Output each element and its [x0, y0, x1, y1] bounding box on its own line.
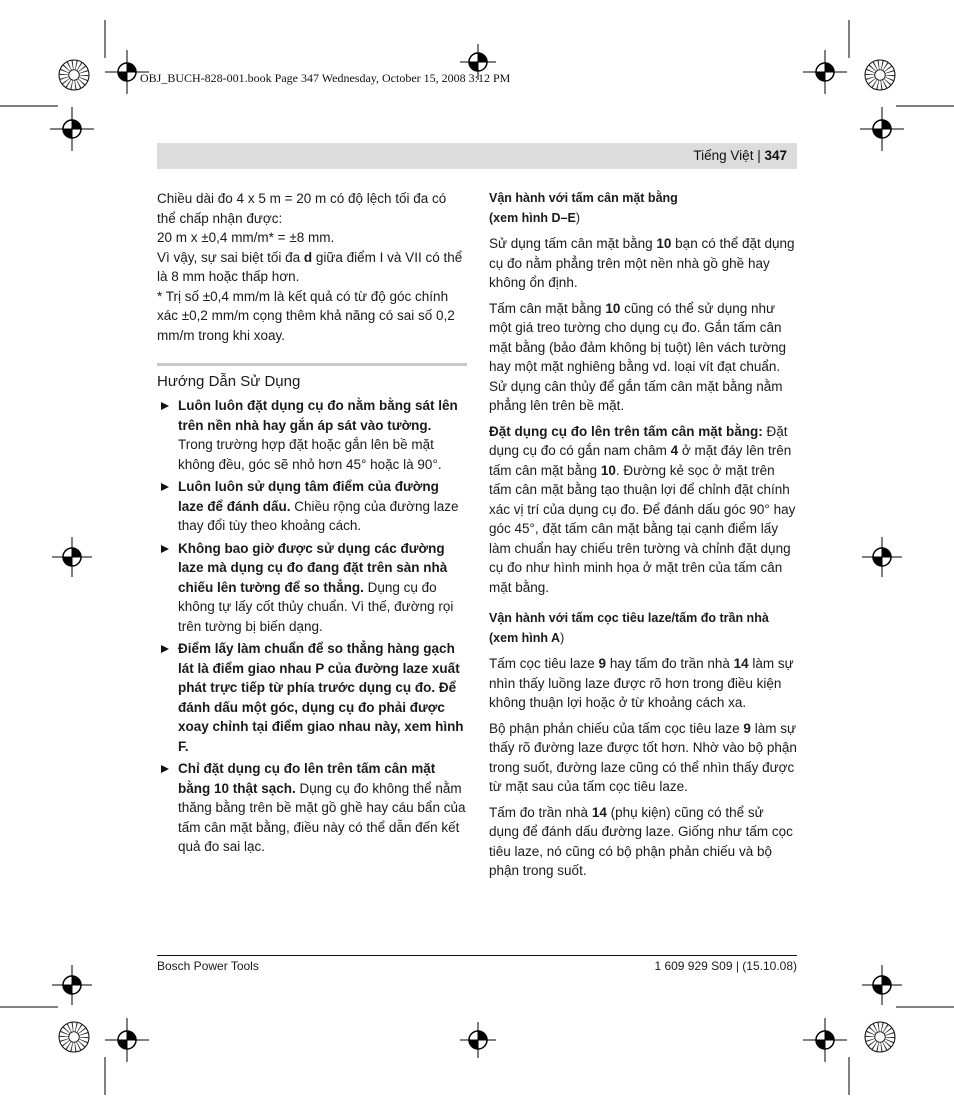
bullet-item: Luôn luôn đặt dụng cụ đo nằm bằng sát lên trên nền nhà hay gắn áp sát vào tường. Trong trường hợp đặt hoặc gắn lên bề mặt không đều, góc sẽ nhỏ hơn 45° hoặc là 90°.: [157, 396, 467, 474]
registration-quadrant: [72, 120, 81, 129]
triangle-bullet-icon: [161, 765, 169, 773]
registration-quadrant: [816, 72, 825, 81]
registration-quadrant: [478, 53, 487, 62]
triangle-bullet-icon: [161, 645, 169, 653]
registration-quadrant: [127, 1031, 136, 1040]
paragraph: Tấm cọc tiêu laze 9 hay tấm đo trần nhà 14 làm sự nhìn thấy luồng laze được rõ hơn trong điều kiện không thuận lợi hoặc ở từ khoảng cách xa.: [489, 656, 794, 710]
print-slug: OBJ_BUCH-828-001.book Page 347 Wednesday, October 15, 2008 3:12 PM: [140, 71, 511, 85]
registration-quadrant: [825, 63, 834, 72]
page-header: [157, 143, 797, 169]
registration-quadrant: [72, 976, 81, 985]
footer-doc-number: 1 609 929 S09 | (15.10.08): [654, 959, 797, 973]
star-target-center: [69, 1032, 80, 1043]
registration-quadrant: [882, 120, 891, 129]
header-language: Tiếng Việt: [693, 148, 754, 163]
header-separator: |: [753, 148, 765, 163]
right-column: [489, 189, 797, 881]
paragraph: Tấm đo trần nhà 14 (phụ kiện) cũng có thể sử dụng để đánh dấu đường laze. Giống như tấm cọc tiêu laze, nó cũng có bộ phận phản chiếu và bộ phận trong suốt.: [489, 804, 793, 878]
registration-quadrant: [469, 1040, 478, 1049]
intro-line-3: Vì vậy, sự sai biệt tối đa d giữa điểm I và VII có thể là 8 mm hoặc thấp hơn.: [157, 249, 463, 284]
paragraph: Sử dụng tấm cân mặt bằng 10 bạn có thể đặt dụng cụ đo nằm phẳng trên một nền nhà gồ ghề hay không ổn định.: [489, 236, 795, 290]
footer-rule: [157, 955, 797, 956]
registration-quadrant: [63, 985, 72, 994]
left-column: [157, 189, 467, 857]
registration-quadrant: [873, 129, 882, 138]
subsection-heading: Vận hành với tấm cân mặt bằng (xem hình D–E): [489, 191, 678, 225]
intro-line-1: Chiều dài đo 4 x 5 m = 20 m có độ lệch tối đa có thể chấp nhận được:: [157, 191, 447, 226]
triangle-bullet-icon: [161, 483, 169, 491]
intro-line-2: 20 m x ±0,4 mm/m* = ±8 mm.: [157, 230, 335, 245]
section-divider: [157, 363, 467, 366]
paragraph: Tấm cân mặt bằng 10 cũng có thể sử dụng như một giá treo tường cho dụng cụ đo. Gắn tấm cân mặt bằng (bảo đảm không bị tuột) lên vách tường hay một mặt nghiêng bằng vd. loại vít đạt chuẩn. Sử dụng cân thủy để gắn tấm cân mặt bằng nằm phẳng lên trên bề mặt.: [489, 300, 787, 413]
registration-quadrant: [72, 548, 81, 557]
registration-quadrant: [825, 1031, 834, 1040]
footer-publisher: Bosch Power Tools: [157, 959, 259, 973]
registration-quadrant: [882, 976, 891, 985]
registration-quadrant: [118, 72, 127, 81]
registration-quadrant: [873, 985, 882, 994]
subsection-heading: Vận hành với tấm cọc tiêu laze/tấm đo trần nhà (xem hình A): [489, 611, 769, 645]
registration-quadrant: [63, 129, 72, 138]
star-target-center: [875, 1032, 886, 1043]
registration-quadrant: [882, 548, 891, 557]
registration-quadrant: [478, 1031, 487, 1040]
footnote: * Trị số ±0,4 mm/m là kết quả có từ độ góc chính xác ±0,2 mm/m cọng thêm khả năng có sai số 0,2 mm/m trong khi xoay.: [157, 288, 455, 343]
registration-quadrant: [63, 557, 72, 566]
registration-quadrant: [469, 62, 478, 71]
star-target-center: [69, 70, 80, 81]
section-title: Hướng Dẫn Sử Dụng: [157, 373, 301, 390]
registration-quadrant: [118, 1040, 127, 1049]
paragraph: Đặt dụng cụ đo lên trên tấm cân mặt bằng: Đặt dụng cụ đo có gắn nam châm 4 ở mặt đáy lên trên tấm cân mặt bằng 10. Đường kẻ sọc ở mặt trên tấm cân mặt bằng tạo thuận lợi để chỉnh đặt chính xác vị trí của dụng cụ đo. Để đánh dấu góc 90° hay góc 45°, đặt tấm cân mặt bằng tại cạnh điểm lấy làm chuẩn hay chiếu trên tường và chỉnh đặt dụng cụ đo như hình minh họa ở mặt trên của tấm cân mặt bằng.: [489, 423, 796, 595]
registration-quadrant: [873, 557, 882, 566]
bullet-item: Không bao giờ được sử dụng các đường laze mà dụng cụ đo đang đặt trên sàn nhà chiếu lên tường để so thẳng. Dụng cụ đo không tự lấy cốt thủy chuẩn. Vì thế, đường rọi trên tường bị biến dạng.: [157, 539, 467, 637]
registration-quadrant: [816, 1040, 825, 1049]
bullet-item: Chỉ đặt dụng cụ đo lên trên tấm cân mặt bằng 10 thật sạch. Dụng cụ đo không thể nằm thăng bằng trên bề mặt gồ ghề hay cáu bẩn của tấm cân mặt bằng, điều này có thể dẫn đến kết quả đo sai lạc.: [157, 759, 467, 857]
page-number: 347: [764, 148, 787, 163]
triangle-bullet-icon: [161, 545, 169, 553]
star-target-center: [875, 70, 886, 81]
bullet-item: Điểm lấy làm chuẩn để so thẳng hàng gạch lát là điểm giao nhau P của đường laze xuất phát trực tiếp từ phía trước dụng cụ đo. Để đánh dấu một góc, dụng cụ đo phải được xoay chỉnh tại điểm giao nhau này, xem hình F.: [157, 639, 467, 756]
bullet-item: Luôn luôn sử dụng tâm điểm của đường laze để đánh dấu. Chiều rộng của đường laze thay đổi tùy theo khoảng cách.: [157, 477, 467, 536]
triangle-bullet-icon: [161, 402, 169, 410]
registration-quadrant: [127, 63, 136, 72]
paragraph: Bộ phận phản chiếu của tấm cọc tiêu laze 9 làm sự thấy rõ đường laze được tốt hơn. Nhờ vào bộ phận trong suốt, đường laze cũng có thể nhìn thấy được từ mặt sau của tấm cọc tiêu laze.: [489, 720, 797, 794]
